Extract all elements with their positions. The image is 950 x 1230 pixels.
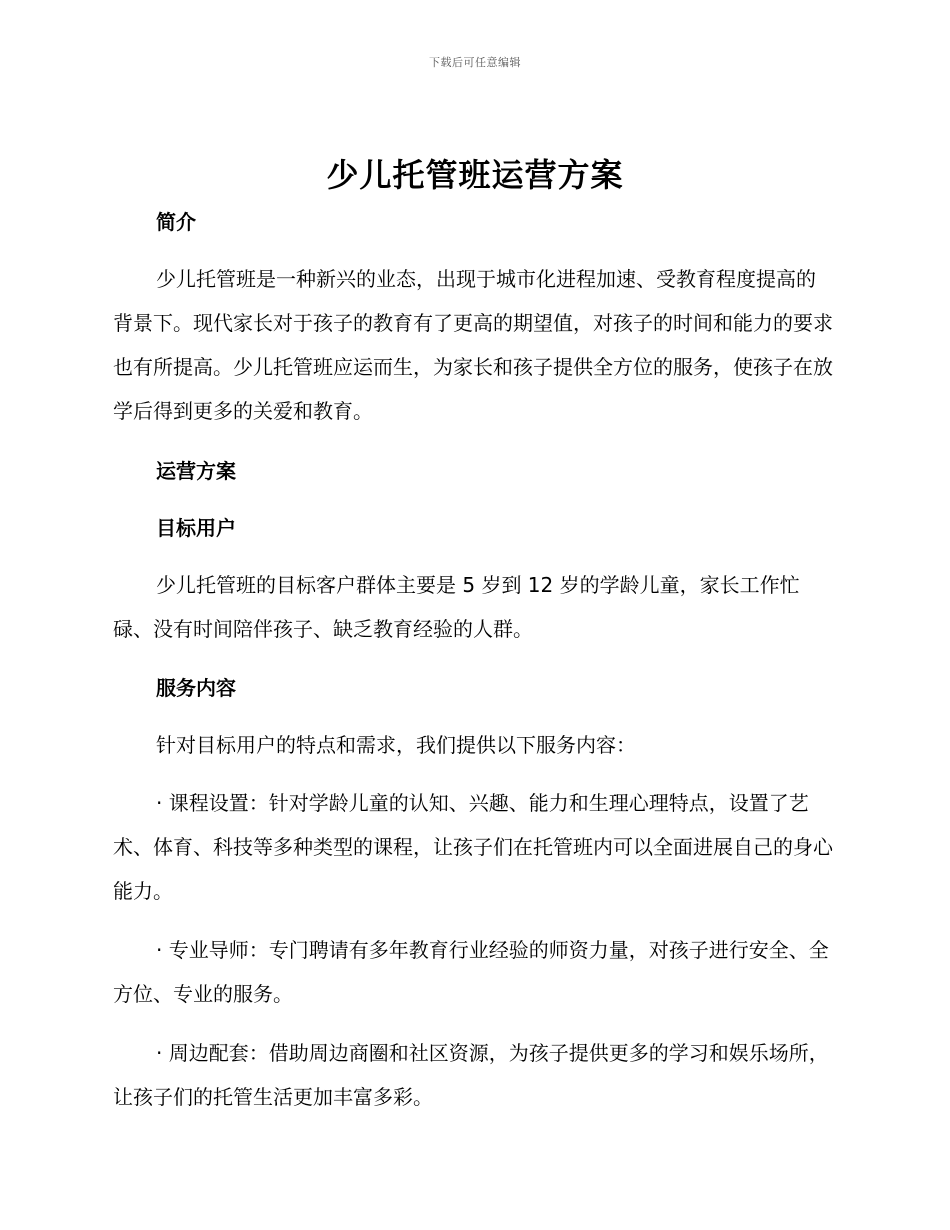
service-intro-paragraph: 针对目标用户的特点和需求，我们提供以下服务内容： xyxy=(156,733,636,757)
service-content-heading: 服务内容 xyxy=(156,676,236,700)
service-item-courses: · 课程设置：针对学龄儿童的认知、兴趣、能力和生理心理特点，设置了艺术、体育、科技等多种类型的课程，让孩子们在托管班内可以全面进展自己的身心能力。 xyxy=(113,791,833,903)
intro-paragraph: 少儿托管班是一种新兴的业态，出现于城市化进程加速、受教育程度提高的背景下。现代家长对于孩子的教育有了更高的期望值，对孩子的时间和能力的要求也有所提高。少儿托管班应运而生，为家长和孩子提供全方位的服务，使孩子在放学后得到更多的关爱和教育。 xyxy=(113,267,833,423)
intro-heading: 简介 xyxy=(156,210,196,234)
service-item-teachers: · 专业导师：专门聘请有多年教育行业经验的师资力量，对孩子进行安全、全方位、专业的服务。 xyxy=(113,938,829,1006)
header-note: 下载后可任意编辑 xyxy=(429,56,521,69)
document-title: 少儿托管班运营方案 xyxy=(326,156,624,194)
target-users-paragraph: 少儿托管班的目标客户群体主要是 5 岁到 12 岁的学龄儿童，家长工作忙碌、没有时间陪伴孩子、缺乏教育经验的人群。 xyxy=(113,573,800,641)
service-item-facilities: · 周边配套：借助周边商圈和社区资源，为孩子提供更多的学习和娱乐场所，让孩子们的托管生活更加丰富多彩。 xyxy=(113,1041,829,1109)
target-users-heading: 目标用户 xyxy=(156,516,236,540)
operations-heading: 运营方案 xyxy=(156,459,236,483)
